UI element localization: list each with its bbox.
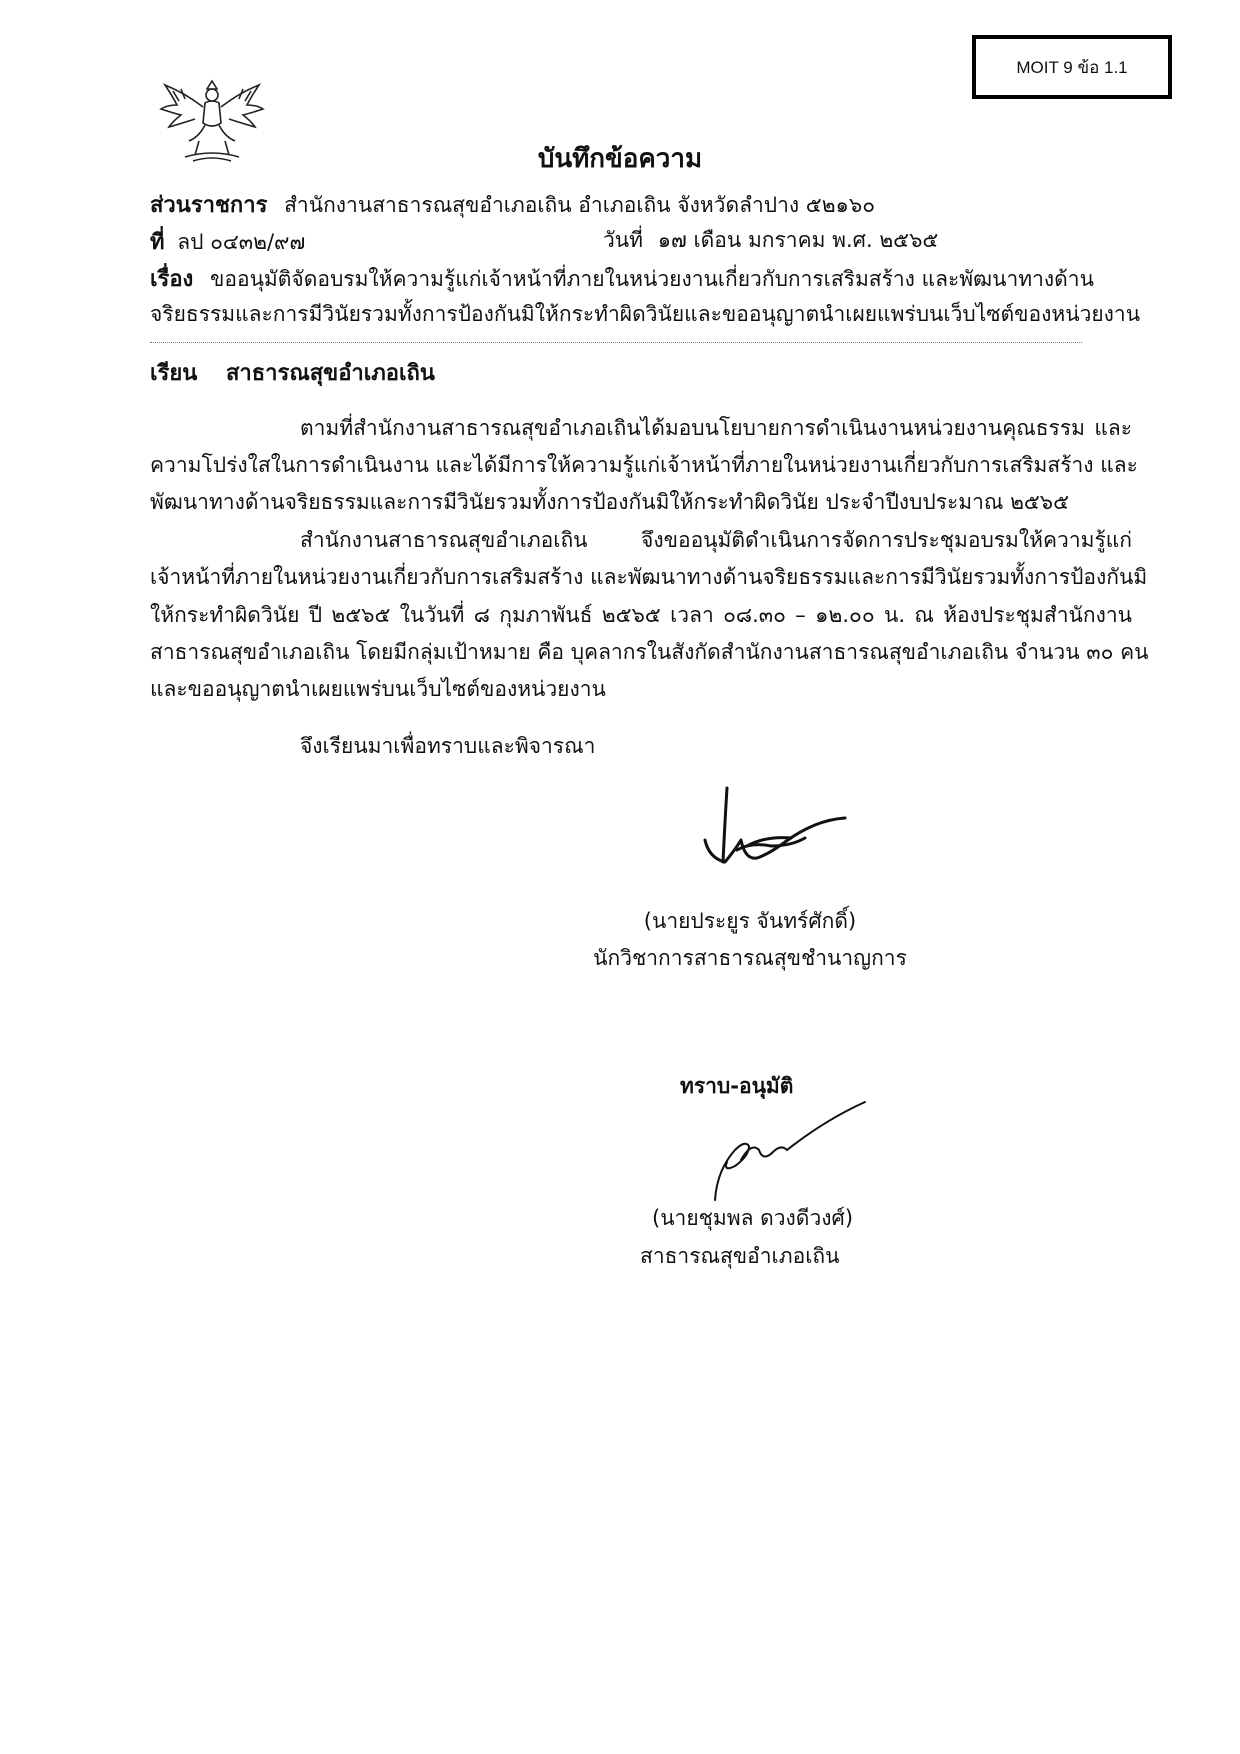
- document-code-box: [972, 35, 1172, 99]
- date-value: ๑๗ เดือน มกราคม พ.ศ. ๒๕๖๕: [657, 228, 939, 252]
- paragraph2-line-3: ให้กระทำผิดวินัย ปี ๒๕๖๕ ในวันที่ ๘ กุมภาพันธ์ ๒๕๖๕ เวลา ๐๘.๓๐ – ๑๒.๐๐ น. ณ ห้องประชุมสำนักงาน: [150, 603, 1132, 627]
- salutation-row: [150, 355, 435, 390]
- subject-line-2: จริยธรรมและการมีวินัยรวมทั้งการป้องกันมิให้กระทำผิดวินัยและขออนุญาตนำเผยแพร่บนเว็บไซต์ของหน่วยงาน: [150, 302, 1141, 326]
- subject-line-1: ขออนุมัติจัดอบรมให้ความรู้แก่เจ้าหน้าที่ภายในหน่วยงานเกี่ยวกับการเสริมสร้าง และพัฒนาทางด้าน: [209, 267, 1094, 291]
- header-divider: [150, 342, 1082, 343]
- paragraph1-line-1: ตามที่สำนักงานสาธารณสุขอำเภอเถินได้มอบนโยบายการดำเนินงานหน่วยงานคุณธรรม และ: [300, 416, 1132, 440]
- subject-row: [150, 261, 1094, 296]
- signer1-position: นักวิชาการสาธารณสุขชำนาญการ: [593, 946, 907, 970]
- paragraph1-line-3: พัฒนาทางด้านจริยธรรมและการมีวินัยรวมทั้งการป้องกันมิให้กระทำผิดวินัย ประจำปีงบประมาณ ๒๕๖๕: [150, 490, 1070, 514]
- signature-2-icon: [705, 1100, 875, 1205]
- reference-label: ที่: [150, 230, 165, 255]
- paragraph2-line-2: เจ้าหน้าที่ภายในหน่วยงานเกี่ยวกับการเสริมสร้าง และพัฒนาทางด้านจริยธรรมและการมีวินัยรวมทั้งการป้องกันมิ: [150, 565, 1148, 589]
- salutation-label: เรียน: [150, 361, 198, 386]
- memo-title: บันทึกข้อความ: [537, 144, 703, 174]
- agency-row: [150, 187, 875, 222]
- approver-name: (นายชุมพล ดวงดีวงศ์): [652, 1206, 854, 1230]
- paragraph1-line-2: ความโปร่งใสในการดำเนินงาน และได้มีการให้ความรู้แก่เจ้าหน้าที่ภายในหน่วยงานเกี่ยวกับการเสริมสร้าง และ: [150, 453, 1138, 477]
- paragraph2-line-1: สำนักงานสาธารณสุขอำเภอเถิน จึงขออนุมัติดำเนินการจัดการประชุมอบรมให้ความรู้แก่: [300, 528, 1132, 552]
- signer1-name: (นายประยูร จันทร์ศักดิ์): [643, 909, 857, 933]
- subject-label: เรื่อง: [150, 267, 194, 292]
- signature-1-icon: [695, 780, 865, 875]
- reference-value: ลป ๐๔๓๒/๙๗: [177, 230, 306, 254]
- paragraph2-line-4: สาธารณสุขอำเภอเถิน โดยมีกลุ่มเป้าหมาย คือ บุคลากรในสังกัดสำนักงานสาธารณสุขอำเภอเถิน จำนวน ๓๐ คน: [150, 640, 1149, 664]
- agency-label: ส่วนราชการ: [150, 193, 268, 218]
- document-code: MOIT 9 ข้อ 1.1: [1016, 57, 1128, 77]
- paragraph2-line-5: และขออนุญาตนำเผยแพร่บนเว็บไซต์ของหน่วยงาน: [150, 677, 606, 701]
- agency-value: สำนักงานสาธารณสุขอำเภอเถิน อำเภอเถิน จังหวัดลำปาง ๕๒๑๖๐: [284, 193, 876, 217]
- reference-row: [150, 224, 305, 259]
- closing-text: จึงเรียนมาเพื่อทราบและพิจารณา: [300, 734, 596, 758]
- approver-position: สาธารณสุขอำเภอเถิน: [640, 1244, 840, 1268]
- approval-label: ทราบ-อนุมัติ: [680, 1074, 794, 1098]
- date-row: [603, 224, 938, 257]
- salutation-value: สาธารณสุขอำเภอเถิน: [225, 361, 435, 386]
- date-label: วันที่: [603, 228, 643, 252]
